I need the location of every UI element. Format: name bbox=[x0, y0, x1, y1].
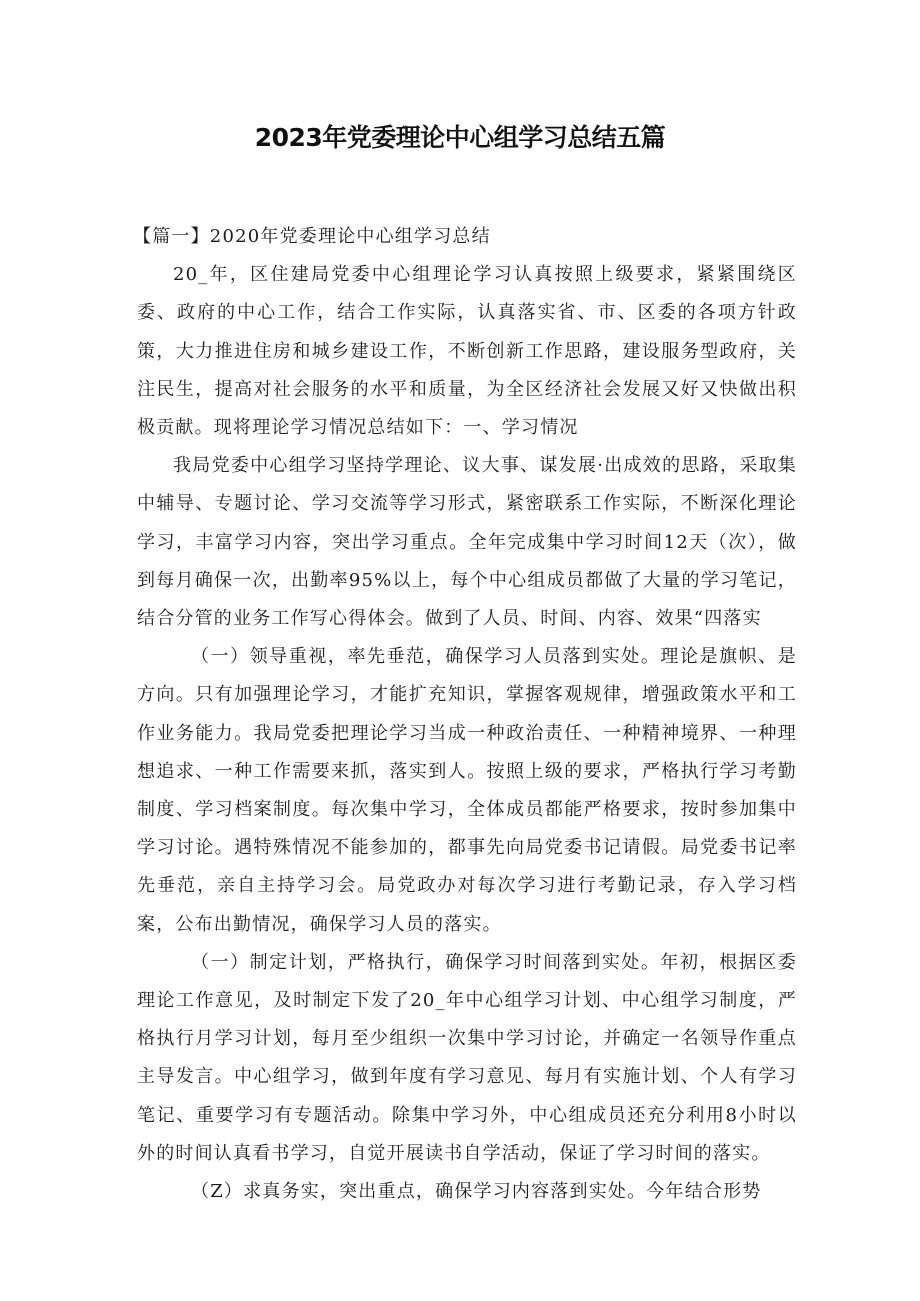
section-heading: 【篇一】2020年党委理论中心组学习总结 bbox=[133, 226, 491, 247]
paragraph-leadership: （一）领导重视，率先垂范，确保学习人员落到实处。理论是旗帜、是方向。只有加强理论学习，才能扩充知识，掌握客观规律，增强政策水平和工作业务能力。我局党委把理论学习当成一种政治责任、一种精神境界、一种理想追求、一种工作需要来抓，落实到人。按照上级的要求，严格执行学习考勤制度、学习档案制度。每次集中学习，全体成员都能严格要求，按时参加集中学习讨论。遇特殊情况不能参加的，都事先向局党委书记请假。局党委书记率先垂范，亲自主持学习会。局党政办对每次学习进行考勤记录，存入学习档案，公布出勤情况，确保学习人员的落实。 bbox=[137, 646, 797, 935]
document-title: 2023年党委理论中心组学习总结五篇 bbox=[254, 123, 666, 152]
paragraph-intro: 20_年，区住建局党委中心组理论学习认真按照上级要求，紧紧围绕区委、政府的中心工作，结合工作实际，认真落实省、市、区委的各项方针政策，大力推进住房和城乡建设工作，不断创新工作思路，建设服务型政府，关注民生，提高对社会服务的水平和质量，为全区经济社会发展又好又快做出积极贡献。现将理论学习情况总结如下：一、学习情况 bbox=[137, 264, 797, 439]
paragraph-content-focus: （Z）求真务实，突出重点，确保学习内容落到实处。今年结合形势 bbox=[191, 1181, 762, 1203]
document-body bbox=[133, 218, 797, 1211]
paragraph-study-overview: 我局党委中心组学习坚持学理论、议大事、谋发展·出成效的思路，采取集中辅导、专题讨论、学习交流等学习形式，紧密联系工作实际，不断深化理论学习，丰富学习内容，突出学习重点。全年完成集中学习时间12天（次），做到每月确保一次，出勤率95%以上，每个中心组成员都做了大量的学习笔记，结合分管的业务工作写心得体会。做到了人员、时间、内容、效果“四落实 bbox=[137, 455, 797, 630]
paragraph-planning: （一）制定计划，严格执行，确保学习时间落到实处。年初，根据区委理论工作意见，及时制定下发了20_年中心组学习计划、中心组学习制度，严格执行月学习计划，每月至少组织一次集中学习讨论，并确定一名领导作重点主导发言。中心组学习，做到年度有学习意见、每月有实施计划、个人有学习笔记、重要学习有专题活动。除集中学习外，中心组成员还充分利用8小时以外的时间认真看书学习，自觉开展读书自学活动，保证了学习时间的落实。 bbox=[137, 951, 797, 1164]
